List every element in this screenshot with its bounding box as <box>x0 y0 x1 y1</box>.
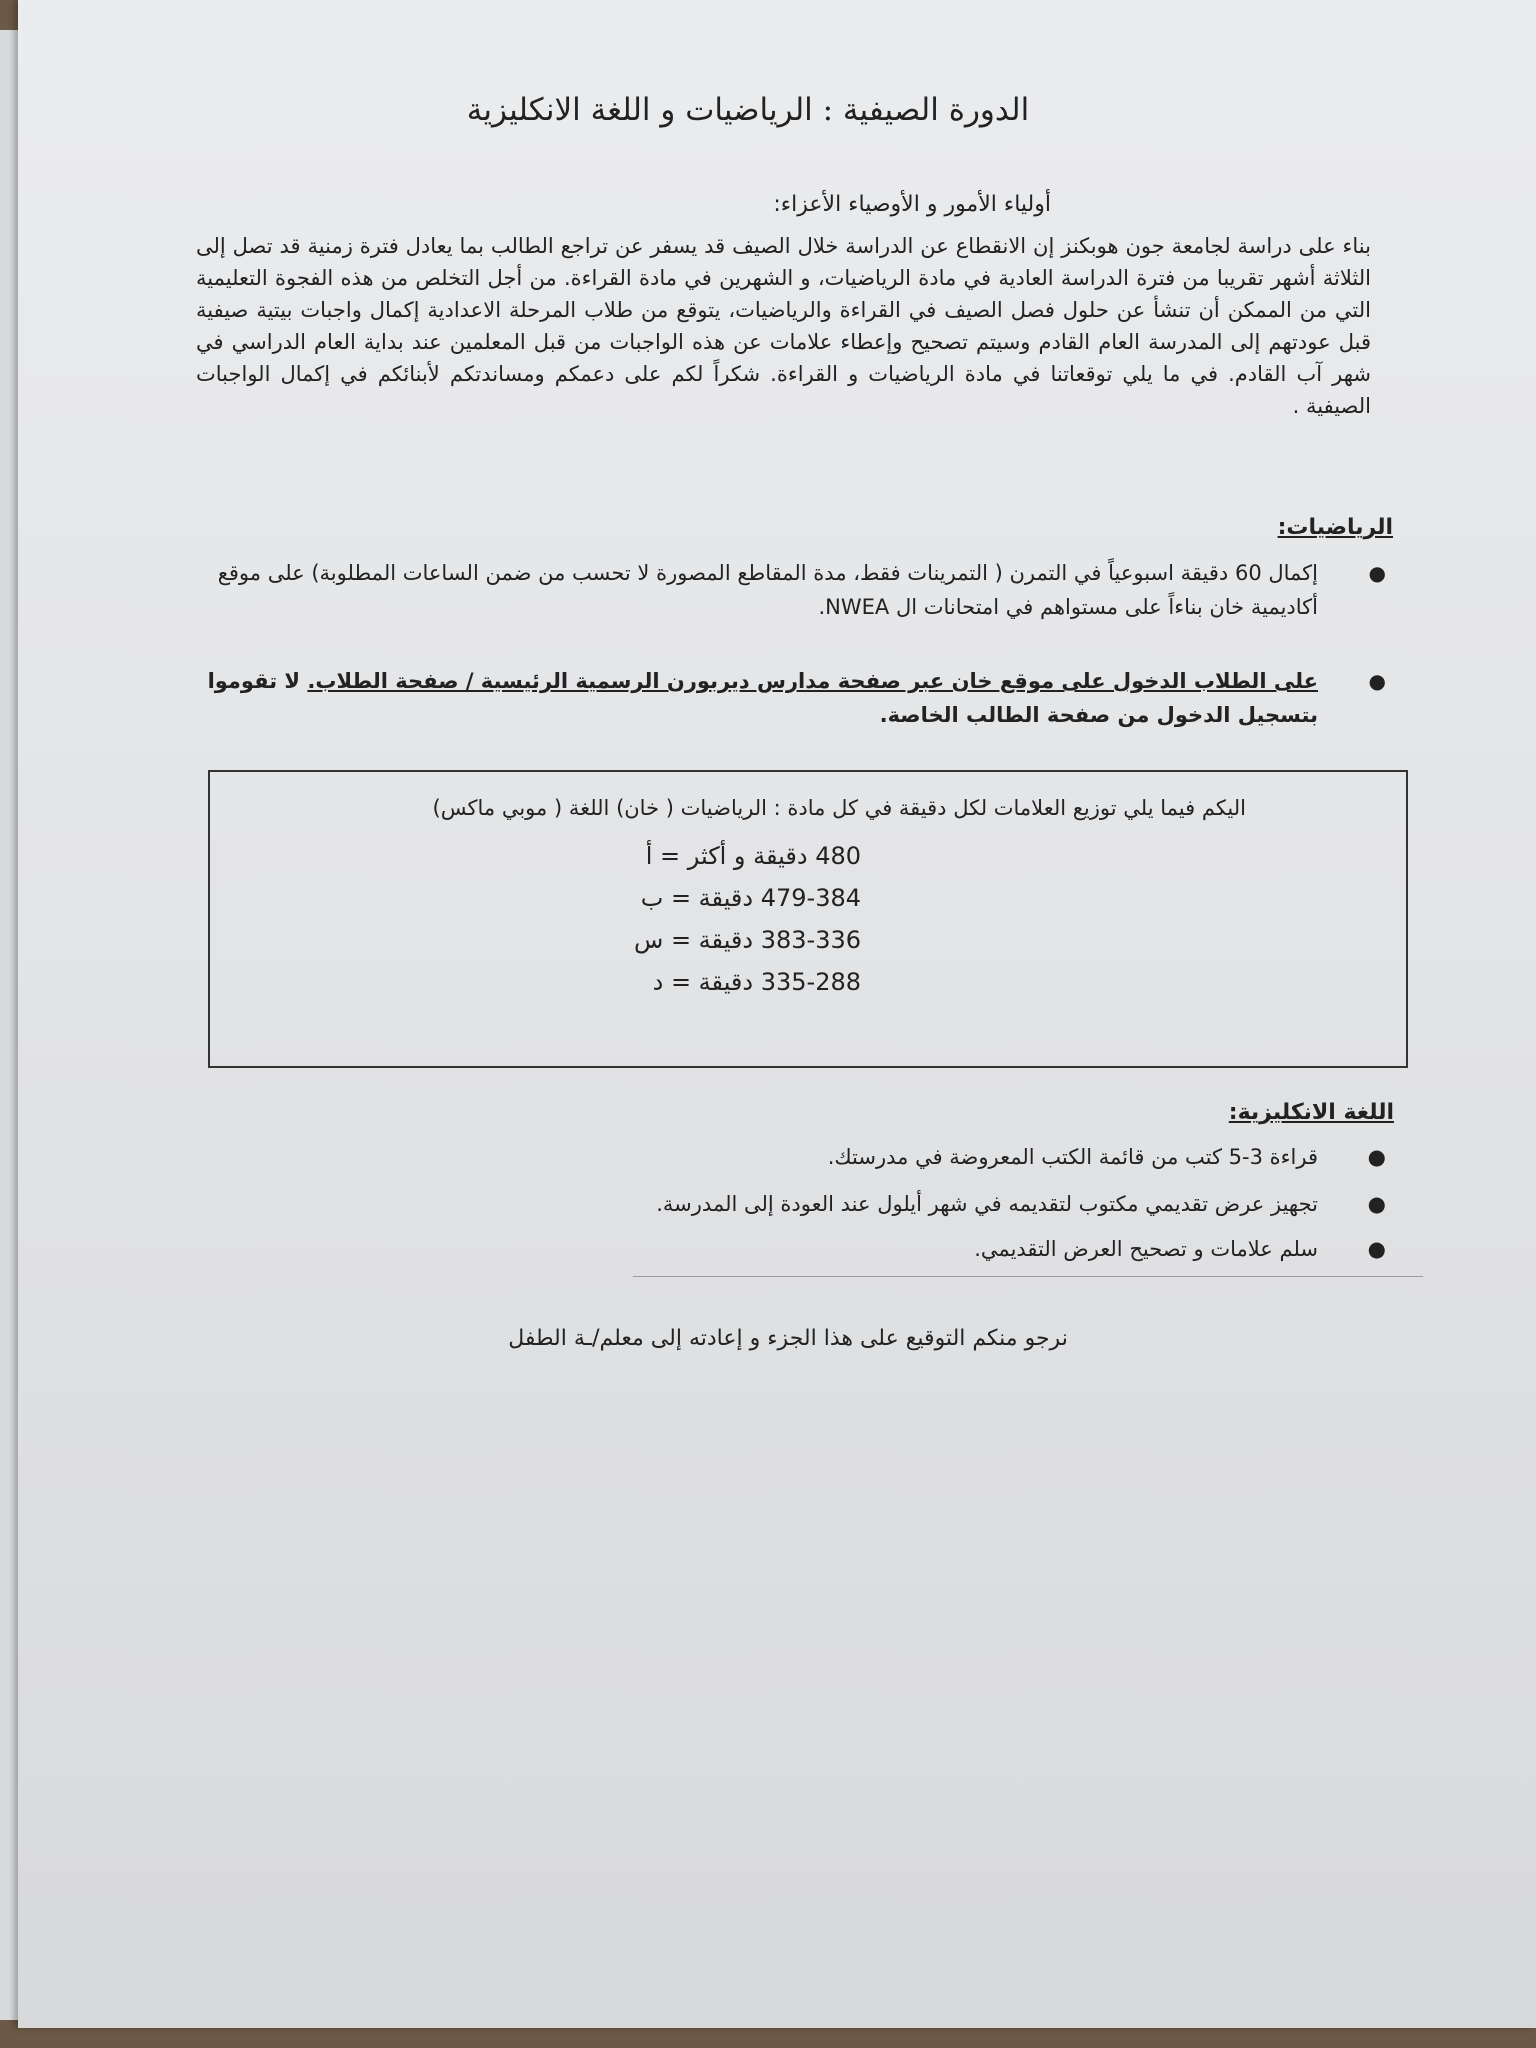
grade-line-b: 479-384 دقيقة = ب <box>640 884 861 912</box>
english-bullet-1 <box>201 1145 1386 1169</box>
intro-paragraph: بناء على دراسة لجامعة جون هوبكنز إن الانقطاع عن الدراسة خلال الصيف قد يسفر عن تراجع الطالب بما يعادل فترة زمنية قد تصل إلى الثلاثة أشهر تقريبا من فترة الدراسة العادية في مادة الرياضيات، و الشهرين في مادة القراءة. من أجل التخلص من هذه الفجوة التعليمية التي من الممكن أن تنشأ عن حلول فصل الصيف في القراءة والرياضيات، يتوقع من طلاب المرحلة الاعدادية إكمال واجبات بيتية صيفية قبل عودتهم إلى المدرسة العام القادم وسيتم تصحيح وإعطاء علامات عن هذه الواجبات من قبل المعلمين عند بداية العام الدراسي في شهر آب القادم. في ما يلي توقعاتنا في مادة الرياضيات و القراءة. شكراً لكم على دعمكم ومساندتكم لأبنائكم في إكمال الواجبات الصيفية . <box>196 234 1371 418</box>
bullet-icon: ● <box>1367 1192 1386 1216</box>
bullet-icon: ● <box>1368 669 1386 693</box>
document-page <box>18 0 1536 2028</box>
english-bullet-3-text: سلم علامات و تصحيح العرض التقديمي. <box>974 1237 1318 1261</box>
bullet-icon: ● <box>1368 561 1386 585</box>
math-bullet-2-underlined: على الطلاب الدخول على موقع خان عبر صفحة مدارس ديربورن الرسمية الرئيسية / صفحة الطلاب. <box>307 669 1318 693</box>
english-heading: اللغة الانكليزية: <box>1228 1100 1394 1125</box>
grading-box-heading: اليكم فيما يلي توزيع العلامات لكل دقيقة في كل مادة : الرياضيات ( خان) اللغة ( موبي ماكس) <box>432 796 1246 820</box>
closing-line: نرجو منكم التوقيع على هذا الجزء و إعادته إلى معلم/ـة الطفل <box>508 1326 1068 1351</box>
math-bullet-1-text: إكمال 60 دقيقة اسبوعياً في التمرن ( التمرينات فقط، مدة المقاطع المصورة لا تحسب من ضمن الساعات المطلوبة) على موقع أكاديمية خان بناءاً على مستواهم في امتحانات ال NWEA. <box>217 561 1318 619</box>
grading-box <box>208 770 1408 1068</box>
grade-line-d: 335-288 دقيقة = د <box>652 968 861 996</box>
math-bullet-2 <box>201 664 1386 732</box>
english-bullet-2-text: تجهيز عرض تقديمي مكتوب لتقديمه في شهر أيلول عند العودة إلى المدرسة. <box>656 1192 1318 1216</box>
math-bullet-1 <box>201 556 1386 624</box>
math-bullet-2-rest: لا تقوموا بتسجيل الدخول من صفحة الطالب الخاصة. <box>207 669 1318 727</box>
document-title: الدورة الصيفية : الرياضيات و اللغة الانكليزية <box>466 92 1030 128</box>
math-heading: الرياضيات: <box>1277 515 1393 540</box>
greeting: أولياء الأمور و الأوصياء الأعزاء: <box>773 192 1051 217</box>
english-bullet-2 <box>201 1192 1386 1216</box>
grade-line-c: 383-336 دقيقة = س <box>634 926 861 954</box>
math-bullet-2-text <box>201 664 1386 732</box>
bullet-icon: ● <box>1367 1237 1386 1261</box>
bullet-icon: ● <box>1367 1145 1386 1169</box>
english-bullet-1-text: قراءة 3-5 كتب من قائمة الكتب المعروضة في مدرستك. <box>827 1145 1318 1169</box>
english-bullet-3 <box>201 1237 1386 1261</box>
grade-line-a: 480 دقيقة و أكثر = أ <box>645 842 861 870</box>
divider-line <box>633 1276 1423 1277</box>
